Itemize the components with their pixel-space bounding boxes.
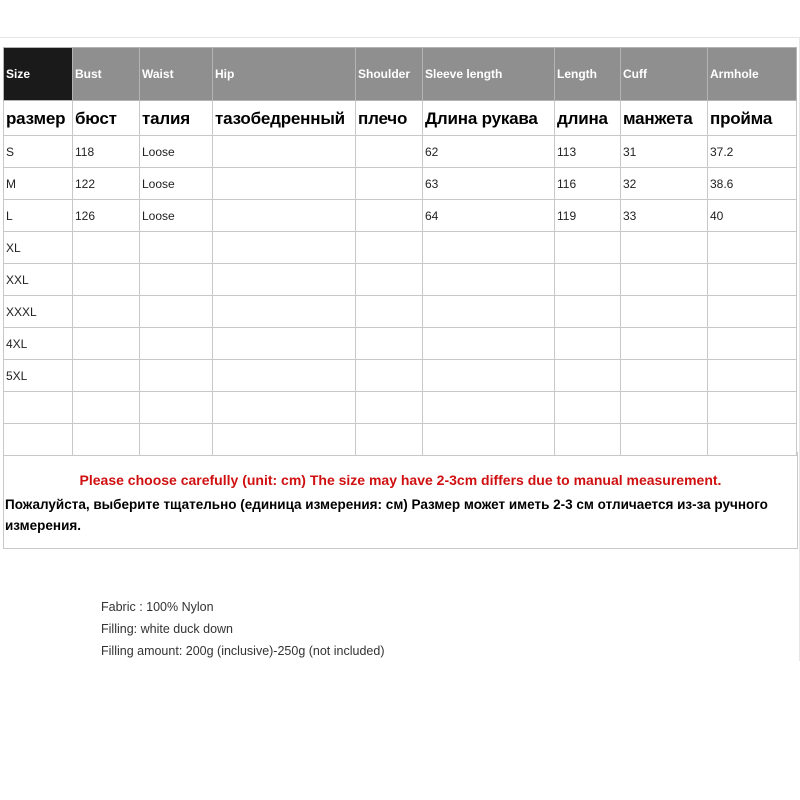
ru-header-cell-length: длина — [555, 101, 621, 136]
table-cell — [423, 232, 555, 264]
table-cell — [73, 328, 140, 360]
table-cell — [356, 168, 423, 200]
header-cell-cuff: Cuff — [621, 48, 708, 101]
table-cell — [423, 424, 555, 456]
notice-box — [3, 452, 798, 549]
table-cell: 122 — [73, 168, 140, 200]
size-cell: XL — [4, 232, 73, 264]
table-cell — [555, 296, 621, 328]
table-cell — [213, 392, 356, 424]
header-cell-size: Size — [4, 48, 73, 101]
table-cell — [356, 296, 423, 328]
fabric-info — [101, 596, 384, 662]
table-cell — [213, 296, 356, 328]
table-cell — [356, 424, 423, 456]
table-row — [4, 168, 797, 200]
table-cell: 32 — [621, 168, 708, 200]
size-cell: 5XL — [4, 360, 73, 392]
table-cell — [555, 264, 621, 296]
table-cell — [423, 296, 555, 328]
table-cell — [708, 264, 797, 296]
table-cell — [213, 328, 356, 360]
top-divider — [0, 37, 800, 38]
ru-header-cell-hip: тазобедренный — [213, 101, 356, 136]
ru-header-cell-cuff: манжета — [621, 101, 708, 136]
table-cell — [555, 392, 621, 424]
table-cell — [708, 296, 797, 328]
table-cell — [708, 424, 797, 456]
table-cell — [356, 392, 423, 424]
table-cell — [621, 392, 708, 424]
table-cell — [213, 168, 356, 200]
table-cell: Loose — [140, 200, 213, 232]
table-cell — [73, 296, 140, 328]
table-cell — [213, 424, 356, 456]
table-cell: 118 — [73, 136, 140, 168]
table-cell — [73, 232, 140, 264]
header-cell-armhole: Armhole — [708, 48, 797, 101]
table-cell — [140, 232, 213, 264]
table-row — [4, 200, 797, 232]
table-cell — [356, 360, 423, 392]
table-cell: 64 — [423, 200, 555, 232]
table-cell — [73, 392, 140, 424]
table-cell — [423, 264, 555, 296]
size-cell: 4XL — [4, 328, 73, 360]
table-cell — [213, 232, 356, 264]
table-cell — [140, 328, 213, 360]
table-cell — [356, 264, 423, 296]
table-cell — [140, 360, 213, 392]
table-cell: 31 — [621, 136, 708, 168]
table-cell: 119 — [555, 200, 621, 232]
table-cell — [213, 136, 356, 168]
table-row — [4, 264, 797, 296]
size-cell: XXXL — [4, 296, 73, 328]
header-cell-waist: Waist — [140, 48, 213, 101]
table-row — [4, 360, 797, 392]
table-row — [4, 424, 797, 456]
header-cell-bust: Bust — [73, 48, 140, 101]
size-cell — [4, 424, 73, 456]
table-cell — [621, 232, 708, 264]
table-cell — [356, 136, 423, 168]
header-row — [4, 48, 797, 101]
header-cell-hip: Hip — [213, 48, 356, 101]
table-cell — [140, 296, 213, 328]
filling-line: Filling: white duck down — [101, 622, 234, 636]
russian-header-row — [4, 101, 797, 136]
table-cell — [356, 200, 423, 232]
table-cell — [621, 424, 708, 456]
table-cell — [73, 424, 140, 456]
table-cell: 33 — [621, 200, 708, 232]
table-cell — [140, 264, 213, 296]
table-cell — [423, 360, 555, 392]
table-cell — [140, 424, 213, 456]
notice-english: Please choose carefully (unit: cm) The size may have 2-3cm differs due to manual measurement. — [79, 472, 722, 488]
table-cell: 37.2 — [708, 136, 797, 168]
header-cell-shoulder: Shoulder — [356, 48, 423, 101]
table-cell: Loose — [140, 136, 213, 168]
table-cell — [423, 392, 555, 424]
table-cell — [555, 232, 621, 264]
table-cell: 38.6 — [708, 168, 797, 200]
header-cell-sleeve-length: Sleeve length — [423, 48, 555, 101]
ru-header-cell-waist: талия — [140, 101, 213, 136]
table-cell — [555, 360, 621, 392]
ru-header-cell-armhole: пройма — [708, 101, 797, 136]
size-cell: S — [4, 136, 73, 168]
size-cell: M — [4, 168, 73, 200]
table-cell — [73, 264, 140, 296]
table-cell: Loose — [140, 168, 213, 200]
table-cell — [708, 232, 797, 264]
size-chart-table — [3, 47, 797, 456]
table-cell — [708, 360, 797, 392]
table-cell — [555, 424, 621, 456]
table-cell — [213, 200, 356, 232]
fabric-line: Fabric : 100% Nylon — [101, 600, 214, 614]
size-cell: XXL — [4, 264, 73, 296]
table-row — [4, 392, 797, 424]
table-cell — [555, 328, 621, 360]
size-cell: L — [4, 200, 73, 232]
ru-header-cell-shoulder: плечо — [356, 101, 423, 136]
table-row — [4, 136, 797, 168]
table-cell — [423, 328, 555, 360]
table-cell — [621, 328, 708, 360]
filling-amount-line: Filling amount: 200g (inclusive)-250g (not included) — [101, 644, 385, 658]
table-cell — [213, 264, 356, 296]
table-cell — [708, 392, 797, 424]
table-cell — [621, 360, 708, 392]
table-cell: 63 — [423, 168, 555, 200]
table-cell — [708, 328, 797, 360]
table-cell: 40 — [708, 200, 797, 232]
table-cell — [213, 360, 356, 392]
table-cell — [621, 296, 708, 328]
ru-header-cell-bust: бюст — [73, 101, 140, 136]
table-row — [4, 296, 797, 328]
table-cell — [140, 392, 213, 424]
table-row — [4, 328, 797, 360]
table-cell — [73, 360, 140, 392]
size-cell — [4, 392, 73, 424]
table-cell: 126 — [73, 200, 140, 232]
header-cell-length: Length — [555, 48, 621, 101]
table-cell — [621, 264, 708, 296]
notice-russian: Пожалуйста, выберите тщательно (единица измерения: см) Размер может иметь 2-3 см отличается из-за ручного измерения. — [5, 497, 768, 533]
table-cell: 116 — [555, 168, 621, 200]
table-cell: 62 — [423, 136, 555, 168]
ru-header-cell-sleeve-length: Длина рукава — [423, 101, 555, 136]
table-row — [4, 232, 797, 264]
table-cell — [356, 232, 423, 264]
table-cell — [356, 328, 423, 360]
ru-header-cell-size: размер — [4, 101, 73, 136]
table-cell: 113 — [555, 136, 621, 168]
